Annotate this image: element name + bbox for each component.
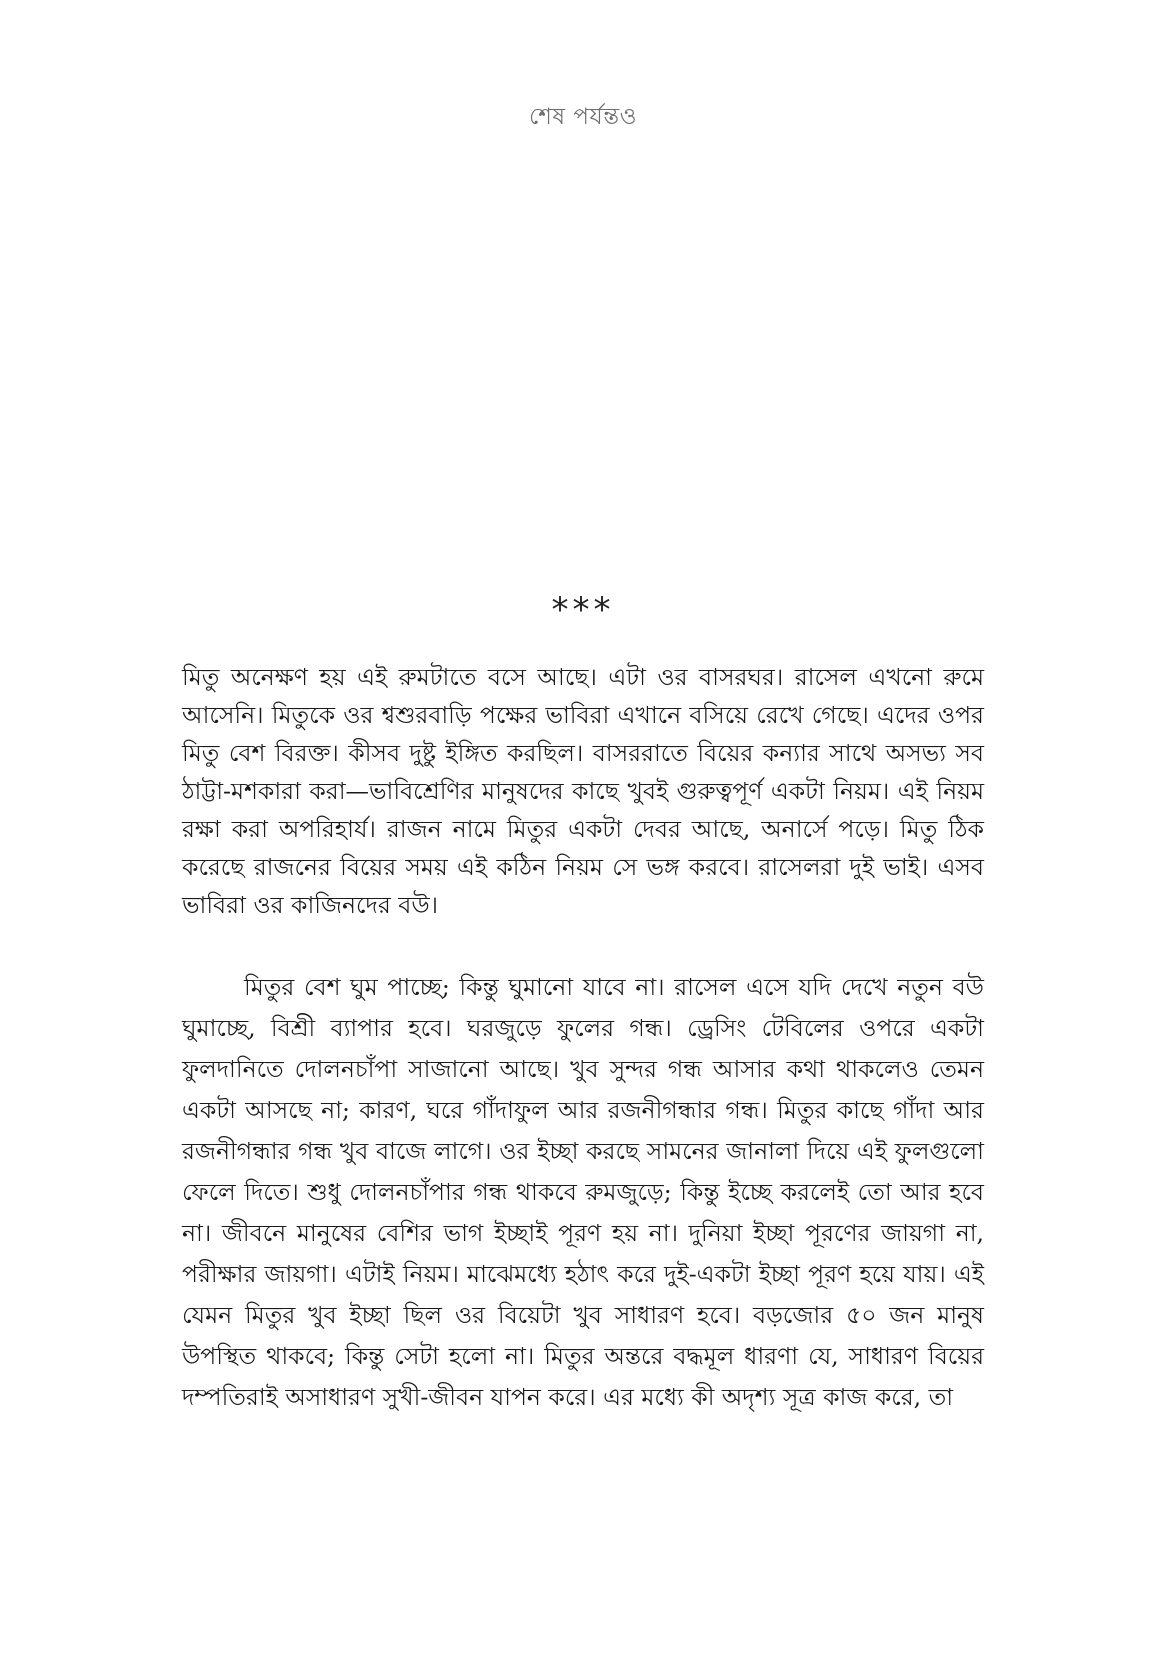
section-break: ***	[551, 590, 615, 630]
paragraph: মিতুর বেশ ঘুম পাচ্ছে; কিন্তু ঘুমানো যাবে না। রাসেল এসে যদি দেখে নতুন বউ ঘুমাচ্ছে, বিশ্রী ব্যাপার হবে। ঘরজুড়ে ফুলের গন্ধ। ড্রেসিং টেবিলের ওপরে একটা ফুলদানিতে দোলনচাঁপা সাজানো আছে। খুব সুন্দর গন্ধ আসার কথা থাকলেও তেমন একটা আসছে না; কারণ, ঘরে গাঁদাফুল আর রজনীগন্ধার গন্ধ। মিতুর কাছে গাঁদা আর রজনীগন্ধার গন্ধ খুব বাজে লাগে। ওর ইচ্ছা করছে সামনের জানালা দিয়ে এই ফুলগুলো ফেলে দিতে। শুধু দোলনচাঁপার গন্ধ থাকবে রুমজুড়ে; কিন্তু ইচ্ছে করলেই তো আর হবে না। জীবনে মানুষের বেশির ভাগ ইচ্ছাই পূরণ হয় না। দুনিয়া ইচ্ছা পূরণের জায়গা না, পরীক্ষার জায়গা। এটাই নিয়ম। মাঝেমধ্যে হঠাৎ করে দুই-একটা ইচ্ছা পূরণ হয়ে যায়। এই যেমন মিতুর খুব ইচ্ছা ছিল ওর বিয়েটা খুব সাধারণ হবে। বড়জোর ৫০ জন মানুষ উপস্থিত থাকবে; কিন্তু সেটা হলো না। মিতুর অন্তরে বদ্ধমূল ধারণা যে, সাধারণ বিয়ের দম্পতিরাই অসাধারণ সুখী-জীবন যাপন করে। এর মধ্যে কী অদৃশ্য সূত্র কাজ করে, তা	[182, 973, 984, 1411]
running-header: শেষ পর্যন্তও	[528, 104, 638, 130]
paragraph: মিতু অনেক্ষণ হয় এই রুমটাতে বসে আছে। এটা ওর বাসরঘর। রাসেল এখনো রুমে আসেনি। মিতুকে ওর শ্বশুরবাড়ি পক্ষের ভাবিরা এখানে বসিয়ে রেখে গেছে। এদের ওপর মিতু বেশ বিরক্ত। কীসব দুষ্টু ইঙ্গিত করছিল। বাসররাতে বিয়ের কন্যার সাথে অসভ্য সব ঠাট্টা-মশকারা করা—ভাবিশ্রেণির মানুষদের কাছে খুবই গুরুত্বপূর্ণ একটা নিয়ম। এই নিয়ম রক্ষা করা অপরিহার্য। রাজন নামে মিতুর একটা দেবর আছে, অনার্সে পড়ে। মিতু ঠিক করেছে রাজনের বিয়ের সময় এই কঠিন নিয়ম সে ভঙ্গ করবে। রাসেলরা দুই ভাই। এসব ভাবিরা ওর কাজিনদের বউ।	[182, 663, 984, 919]
